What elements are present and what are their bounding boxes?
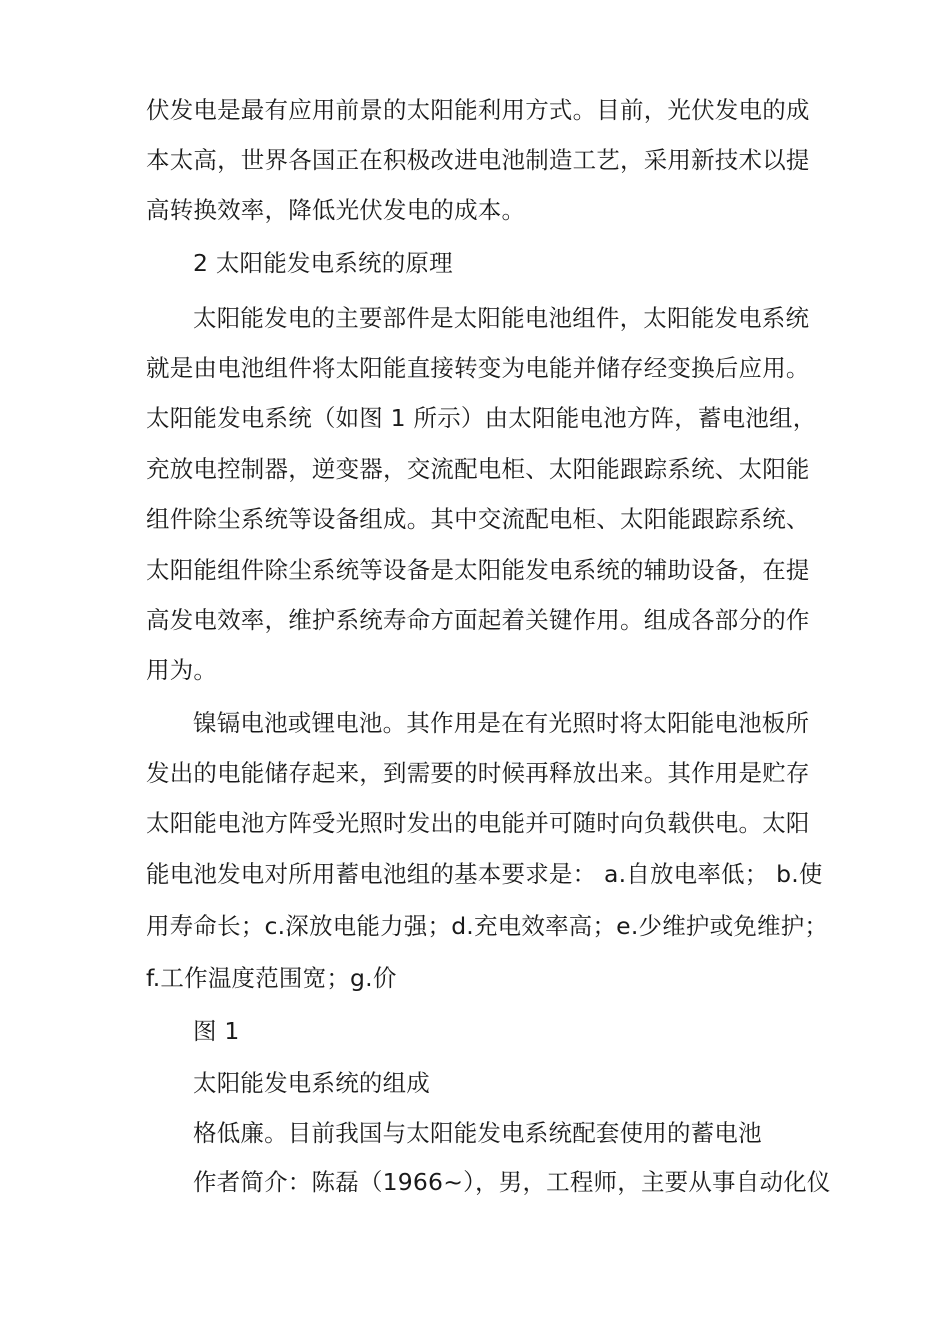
section-heading: 2 太阳能发电系统的原理 <box>193 249 453 277</box>
paragraph-line: 能电池发电对所用蓄电池组的基本要求是： a.自放电率低； b.使 <box>146 860 823 888</box>
paragraph-line: 发出的电能储存起来，到需要的时候再释放出来。其作用是贮存 <box>146 759 810 787</box>
paragraph-line: 充放电控制器，逆变器，交流配电柜、太阳能跟踪系统、太阳能 <box>146 455 810 483</box>
figure-caption: 太阳能发电系统的组成 <box>193 1069 430 1097</box>
paragraph-line: 太阳能发电系统（如图 1 所示）由太阳能电池方阵，蓄电池组， <box>146 404 817 432</box>
paragraph-line: 伏发电是最有应用前景的太阳能利用方式。目前，光伏发电的成 <box>146 96 810 124</box>
paragraph-line: 就是由电池组件将太阳能直接转变为电能并储存经变换后应用。 <box>146 354 810 382</box>
paragraph-line: 本太高，世界各国正在积极改进电池制造工艺，采用新技术以提 <box>146 146 810 174</box>
paragraph-line: 组件除尘系统等设备组成。其中交流配电柜、太阳能跟踪系统、 <box>146 505 810 533</box>
paragraph-line: 太阳能组件除尘系统等设备是太阳能发电系统的辅助设备，在提 <box>146 556 810 584</box>
paragraph-line: 高发电效率，维护系统寿命方面起着关键作用。组成各部分的作 <box>146 606 810 634</box>
figure-label: 图 1 <box>193 1017 240 1045</box>
paragraph-line: 用寿命长；c.深放电能力强；d.充电效率高；e.少维护或免维护； <box>146 912 829 940</box>
paragraph-line: 用为。 <box>146 656 218 684</box>
author-note: 作者简介：陈磊（1966~），男，工程师，主要从事自动化仪 <box>193 1168 831 1196</box>
paragraph-line: 太阳能发电的主要部件是太阳能电池组件，太阳能发电系统 <box>193 304 810 332</box>
paragraph-line: 镍镉电池或锂电池。其作用是在有光照时将太阳能电池板所 <box>193 709 810 737</box>
paragraph-line: 高转换效率，降低光伏发电的成本。 <box>146 196 526 224</box>
paragraph-line: 格低廉。目前我国与太阳能发电系统配套使用的蓄电池 <box>193 1119 762 1147</box>
paragraph-line: f.工作温度范围宽；g.价 <box>146 964 397 992</box>
paragraph-line: 太阳能电池方阵受光照时发出的电能并可随时向负载供电。太阳 <box>146 809 810 837</box>
